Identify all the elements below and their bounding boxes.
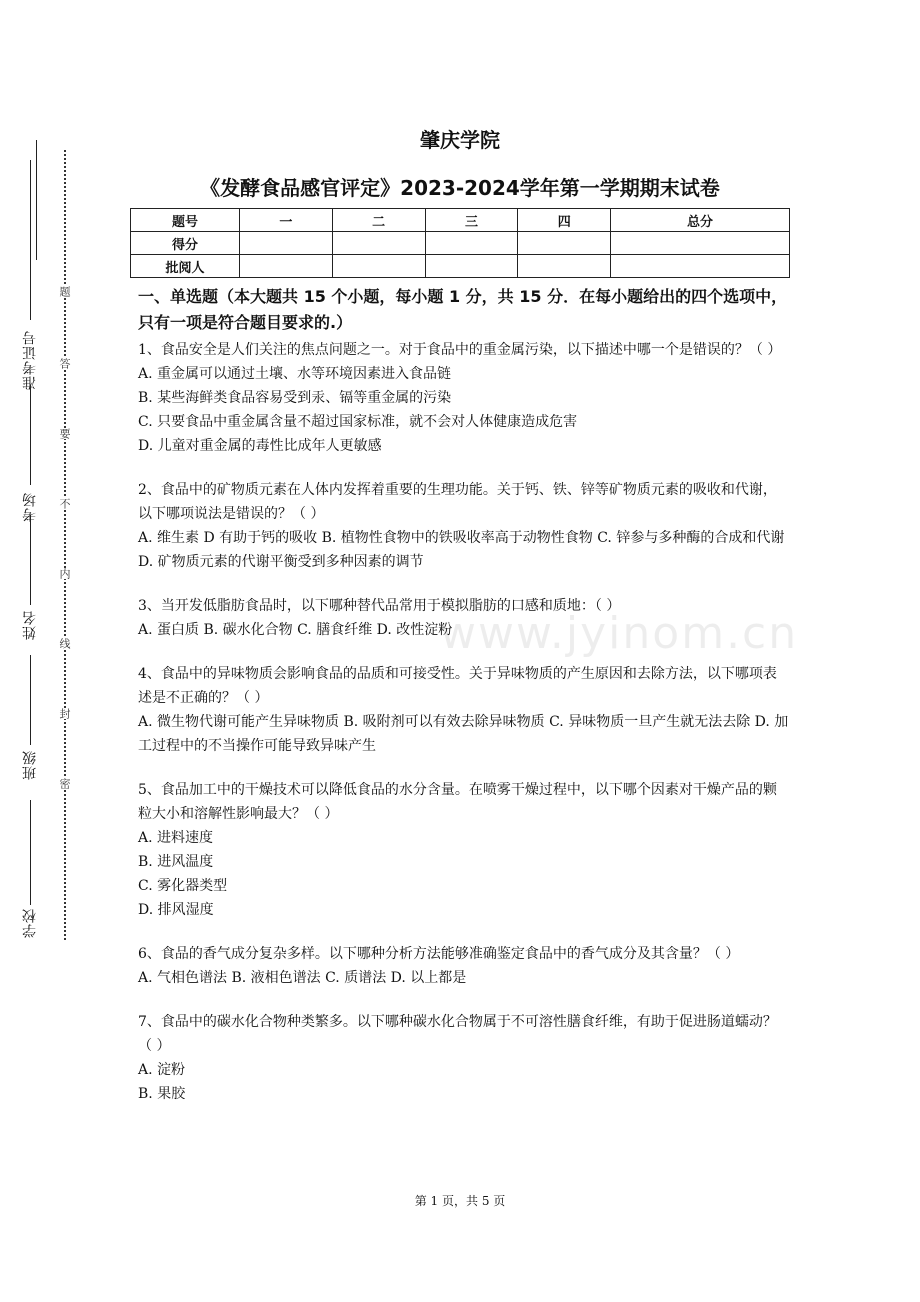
grader-cell[interactable]	[240, 255, 333, 278]
question-option: A. 重金属可以通过土壤、水等环境因素进入食品链	[138, 366, 452, 382]
seal-char: 题	[58, 286, 71, 297]
score-cell[interactable]	[240, 232, 333, 255]
table-row	[131, 232, 790, 255]
field-label: 班级	[22, 750, 38, 780]
question-option: A. 淀粉	[138, 1062, 186, 1078]
question-4	[138, 662, 790, 758]
row-label-grader: 批阅人	[131, 255, 240, 278]
question-stem: 7、食品中的碳水化合物种类繁多。以下哪种碳水化合物属于不可溶性膳食纤维，有助于促进肠道蠕动？（ ）	[138, 1014, 777, 1054]
table-header-cell: 二	[332, 209, 425, 232]
seal-char: 线	[58, 638, 71, 649]
seal-char: 答	[58, 358, 71, 369]
binding-margin	[0, 140, 80, 960]
question-option: D. 排风湿度	[138, 902, 214, 918]
table-header-cell: 一	[240, 209, 333, 232]
question-option: D. 儿童对重金属的毒性比成年人更敏感	[138, 438, 382, 454]
field-label: 准考证号	[22, 330, 38, 390]
field-class	[18, 750, 42, 780]
question-1	[138, 338, 790, 458]
question-option: A. 进料速度	[138, 830, 214, 846]
table-row	[131, 255, 790, 278]
field-underline	[30, 655, 31, 745]
exam-content	[138, 284, 790, 1126]
seal-char: 要	[58, 428, 71, 439]
question-stem: 1、食品安全是人们关注的焦点问题之一。对于食品中的重金属污染，以下描述中哪一个是错误的？（ ）	[138, 342, 782, 358]
seal-char: 封	[58, 708, 71, 719]
question-option: C. 雾化器类型	[138, 878, 228, 894]
question-option: B. 某些海鲜类食品容易受到汞、镉等重金属的污染	[138, 390, 452, 406]
exam-title: 《发酵食品感官评定》2023-2024学年第一学期期末试卷	[200, 176, 720, 200]
score-table	[130, 208, 790, 278]
field-label: 姓名	[22, 610, 38, 640]
question-stem: 5、食品加工中的干燥技术可以降低食品的水分含量。在喷雾干燥过程中，以下哪个因素对干燥产品的颗粒大小和溶解性影响最大？（ ）	[138, 782, 777, 822]
seal-char: 内	[58, 568, 71, 579]
grader-cell[interactable]	[425, 255, 518, 278]
question-options: A. 维生素 D 有助于钙的吸收 B. 植物性食物中的铁吸收率高于动物性食物 C. 锌参与多种酶的合成和代谢 D. 矿物质元素的代谢平衡受到多种因素的调节	[138, 530, 785, 570]
question-stem: 3、当开发低脂肪食品时，以下哪种替代品常用于模拟脂肪的口感和质地：（ ）	[138, 598, 621, 614]
question-options: A. 蛋白质 B. 碳水化合物 C. 膳食纤维 D. 改性淀粉	[138, 622, 453, 638]
table-row	[131, 209, 790, 232]
watermark: www.jyinom.cn	[440, 608, 799, 659]
table-header-cell: 四	[518, 209, 611, 232]
field-name	[18, 610, 42, 640]
field-label: 考场	[22, 492, 38, 522]
score-cell[interactable]	[425, 232, 518, 255]
question-stem: 4、食品中的异味物质会影响食品的品质和可接受性。关于异味物质的产生原因和去除方法，以下哪项表述是不正确的？（ ）	[138, 666, 777, 706]
field-school	[18, 908, 42, 938]
grader-cell[interactable]	[611, 255, 790, 278]
question-2	[138, 478, 790, 574]
table-header-cell: 总分	[611, 209, 790, 232]
school-name: 肇庆学院	[420, 128, 500, 152]
question-5	[138, 778, 790, 922]
seal-dotted-line	[64, 150, 66, 940]
question-stem: 2、食品中的矿物质元素在人体内发挥着重要的生理功能。关于钙、铁、锌等矿物质元素的吸收和代谢，以下哪项说法是错误的？（ ）	[138, 482, 777, 522]
score-cell[interactable]	[518, 232, 611, 255]
grader-cell[interactable]	[518, 255, 611, 278]
question-options: A. 气相色谱法 B. 液相色谱法 C. 质谱法 D. 以上都是	[138, 970, 467, 986]
field-exam-number	[18, 330, 42, 390]
score-cell[interactable]	[332, 232, 425, 255]
question-option: C. 只要食品中重金属含量不超过国家标准，就不会对人体健康造成危害	[138, 414, 578, 430]
question-7	[138, 1010, 790, 1106]
score-cell[interactable]	[611, 232, 790, 255]
question-option: B. 果胶	[138, 1086, 186, 1102]
field-underline	[30, 515, 31, 605]
field-underline	[30, 800, 31, 905]
row-label-score: 得分	[131, 232, 240, 255]
grader-cell[interactable]	[332, 255, 425, 278]
question-options: A. 微生物代谢可能产生异味物质 B. 吸附剂可以有效去除异味物质 C. 异味物质一旦产生就无法去除 D. 加工过程中的不当操作可能导致异味产生	[138, 714, 789, 754]
seal-char: 不	[58, 498, 71, 509]
question-stem: 6、食品的香气成分复杂多样。以下哪种分析方法能够准确鉴定食品中的香气成分及其含量？（ ）	[138, 946, 740, 962]
section-title: 一、单选题（本大题共 15 个小题，每小题 1 分，共 15 分．在每小题给出的四个选项中，只有一项是符合题目要求的.）	[138, 287, 788, 332]
question-option: B. 进风温度	[138, 854, 214, 870]
question-6	[138, 942, 790, 990]
table-header-cell: 题号	[131, 209, 240, 232]
field-label: 学校	[22, 908, 38, 938]
page-footer: 第 1 页，共 5 页	[414, 1194, 506, 1208]
seal-char: 密	[58, 778, 71, 789]
table-header-cell: 三	[425, 209, 518, 232]
field-underline	[30, 385, 31, 485]
